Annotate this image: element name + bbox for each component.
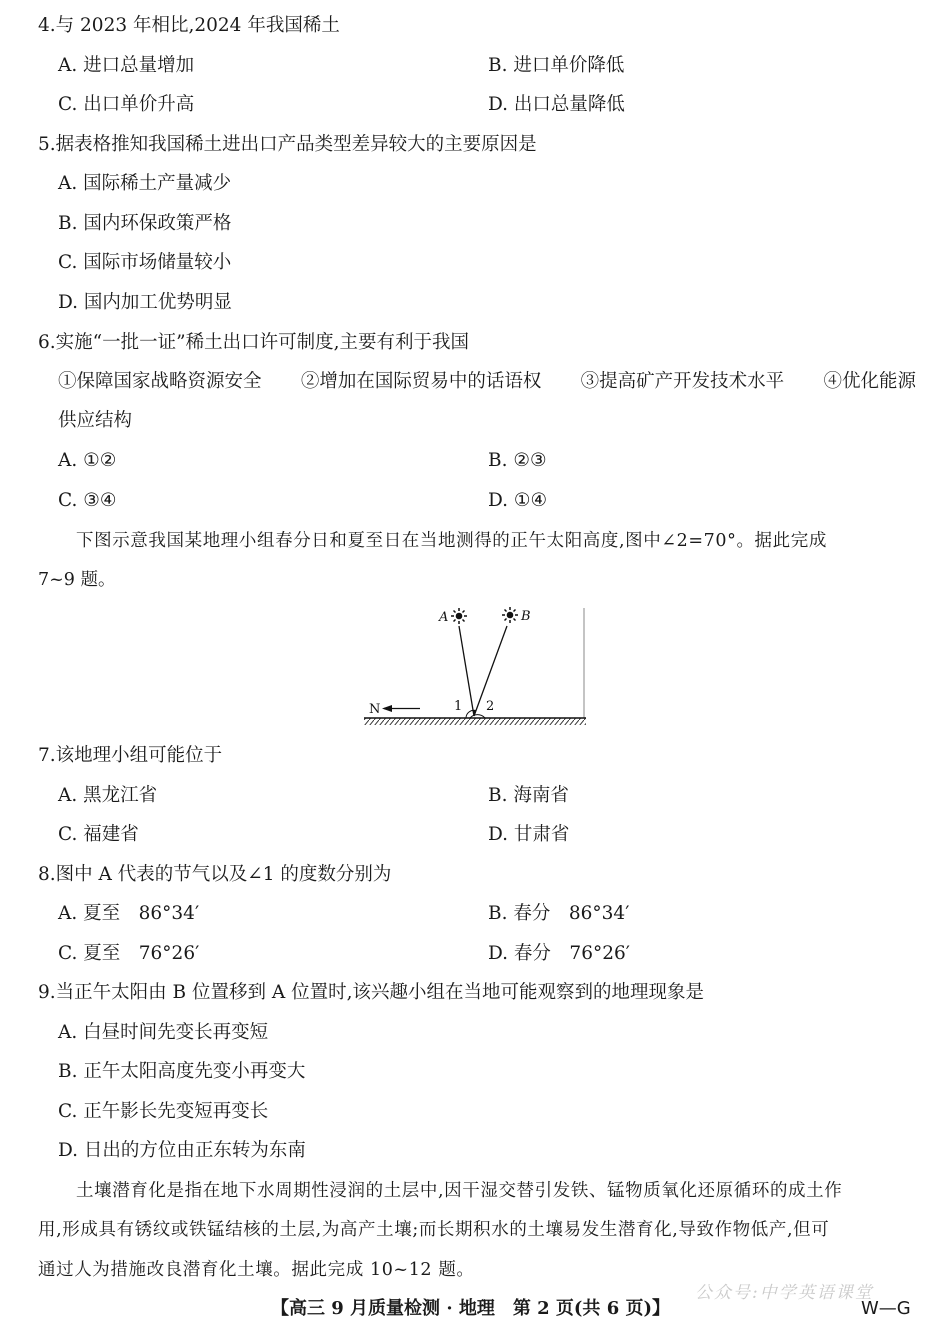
question-6-stem: 6.实施“一批一证”稀土出口许可制度,主要有利于我国 — [38, 332, 469, 353]
intro-10-12-line-2: 用,形成具有锈纹或铁锰结核的土层,为高产土壤;而长期积水的土壤易发生潜育化,导致作物低产,但可 — [38, 1220, 830, 1240]
question-5-stem: 5.据表格推知我国稀土进出口产品类型差异较大的主要原因是 — [38, 134, 537, 155]
intro-7-9-line-2: 7~9 题。 — [38, 570, 116, 590]
watermark: 公众号:中学英语课堂 — [695, 1283, 874, 1303]
question-7-option-d: D. 甘肃省 — [488, 824, 570, 845]
question-6-option-c: C. ③④ — [58, 490, 117, 511]
question-7-stem: 7.该地理小组可能位于 — [38, 745, 223, 766]
angle-2-label: 2 — [486, 699, 495, 714]
intro-10-12-line-1: 土壤潜育化是指在地下水周期性浸润的土层中,因干湿交替引发铁、锰物质氧化还原循环的成土作 — [76, 1181, 843, 1201]
question-9-option-b: B. 正午太阳高度先变小再变大 — [58, 1061, 306, 1082]
question-7-option-b: B. 海南省 — [488, 785, 569, 806]
question-6-statements — [58, 370, 916, 394]
question-6-option-d: D. ①④ — [488, 490, 548, 511]
question-6-option-a: A. ①② — [58, 450, 117, 471]
question-5-option-c: C. 国际市场储量较小 — [58, 252, 232, 273]
angle-1-label: 1 — [454, 699, 463, 714]
question-9-option-d: D. 日出的方位由正东转为东南 — [58, 1140, 306, 1161]
question-7-option-c: C. 福建省 — [58, 824, 139, 845]
question-7-option-a: A. 黑龙江省 — [58, 785, 158, 806]
page-footer-title: 【高三 9 月质量检测 · 地理 第 2 页(共 6 页)】 — [271, 1298, 671, 1319]
question-8-option-c: C. 夏至 76°26′ — [58, 943, 200, 964]
question-6-statement-4-continued: 供应结构 — [58, 410, 133, 431]
page-footer-code: W—G — [861, 1298, 911, 1319]
question-8-option-b: B. 春分 86°34′ — [488, 903, 630, 924]
question-8-option-a: A. 夏至 86°34′ — [58, 903, 200, 924]
question-9-option-a: A. 白昼时间先变长再变短 — [58, 1022, 269, 1043]
question-9-stem: 9.当正午太阳由 B 位置移到 A 位置时,该兴趣小组在当地可能观察到的地理现象是 — [38, 982, 705, 1003]
question-4-option-b: B. 进口单价降低 — [488, 55, 625, 76]
question-6-statement-4: ④优化能源 — [823, 371, 916, 392]
question-4-option-c: C. 出口单价升高 — [58, 94, 195, 115]
intro-10-12-line-3: 通过人为措施改良潜育化土壤。据此完成 10~12 题。 — [38, 1260, 475, 1280]
question-6-option-b: B. ②③ — [488, 450, 547, 471]
question-5-option-d: D. 国内加工优势明显 — [58, 292, 232, 313]
sun-a-label: A — [439, 610, 449, 625]
question-9-option-c: C. 正午影长先变短再变长 — [58, 1101, 269, 1122]
question-6-statement-3: ③提高矿产开发技术水平 — [580, 371, 785, 392]
sun-b-label: B — [521, 609, 531, 624]
north-arrow-icon — [382, 705, 392, 712]
question-4-option-d: D. 出口总量降低 — [488, 94, 625, 115]
question-6-statement-1: ①保障国家战略资源安全 — [58, 371, 262, 392]
sun-b-icon — [502, 607, 518, 623]
question-8-option-d: D. 春分 76°26′ — [488, 943, 630, 964]
question-4-stem: 4.与 2023 年相比,2024 年我国稀土 — [38, 15, 340, 36]
question-5-option-a: A. 国际稀土产量减少 — [58, 173, 232, 194]
question-4-option-a: A. 进口总量增加 — [58, 55, 195, 76]
question-8-stem: 8.图中 A 代表的节气以及∠1 的度数分别为 — [38, 864, 392, 885]
sun-a-icon — [451, 608, 467, 624]
north-label: N — [369, 702, 381, 717]
question-6-statement-2: ②增加在国际贸易中的话语权 — [300, 371, 542, 392]
question-5-option-b: B. 国内环保政策严格 — [58, 213, 232, 234]
intro-7-9-line-1: 下图示意我国某地理小组春分日和夏至日在当地测得的正午太阳高度,图中∠2=70°。据此完成 — [76, 531, 827, 551]
sun-angle-diagram — [364, 606, 586, 730]
ground-hatching — [364, 718, 586, 725]
